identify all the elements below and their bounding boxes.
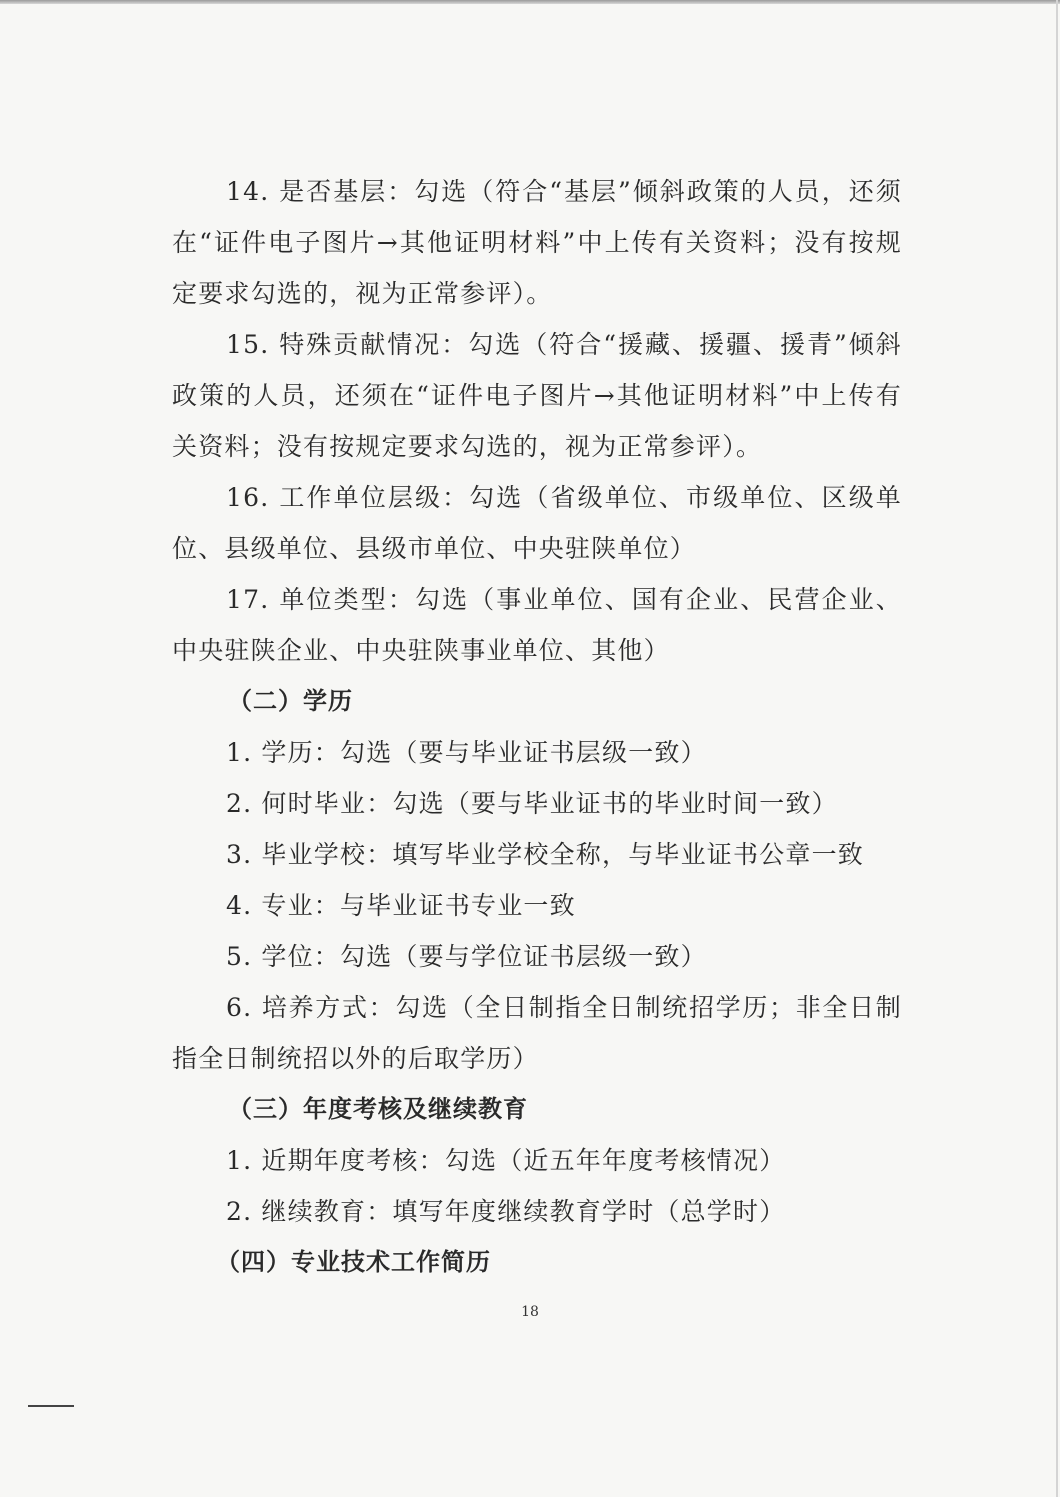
scan-top-edge xyxy=(0,0,1060,4)
document-body xyxy=(172,166,902,1288)
education-item-3: 3. 毕业学校：填写毕业学校全称，与毕业证书公章一致 xyxy=(226,840,865,869)
section-heading-assessment: （三）年度考核及继续教育 xyxy=(228,1095,528,1123)
assessment-item-1: 1. 近期年度考核：勾选（近五年年度考核情况） xyxy=(226,1146,786,1175)
assessment-item-2: 2. 继续教育：填写年度继续教育学时（总学时） xyxy=(226,1197,786,1226)
education-item-6: 6. 培养方式：勾选（全日制指全日制统招学历；非全日制指全日制统招以外的后取学历） xyxy=(172,993,902,1073)
scan-bottom-mark xyxy=(28,1405,74,1407)
item-14: 14. 是否基层：勾选（符合“基层”倾斜政策的人员，还须在“证件电子图片→其他证明材料”中上传有关资料；没有按规定要求勾选的，视为正常参评）。 xyxy=(172,177,902,308)
section-heading-work-history: （四）专业技术工作简历 xyxy=(216,1248,491,1276)
education-item-4: 4. 专业：与毕业证书专业一致 xyxy=(226,891,576,920)
education-item-2: 2. 何时毕业：勾选（要与毕业证书的毕业时间一致） xyxy=(226,789,838,818)
scan-right-edge xyxy=(1056,0,1058,1497)
page-number: 18 xyxy=(521,1304,539,1320)
item-16: 16. 工作单位层级：勾选（省级单位、市级单位、区级单位、县级单位、县级市单位、中央驻陕单位） xyxy=(172,483,902,563)
item-17: 17. 单位类型：勾选（事业单位、国有企业、民营企业、中央驻陕企业、中央驻陕事业单位、其他） xyxy=(172,585,902,665)
education-item-1: 1. 学历：勾选（要与毕业证书层级一致） xyxy=(226,738,707,767)
education-item-5: 5. 学位：勾选（要与学位证书层级一致） xyxy=(226,942,707,971)
section-heading-education: （二）学历 xyxy=(228,687,353,715)
item-15: 15. 特殊贡献情况：勾选（符合“援藏、援疆、援青”倾斜政策的人员，还须在“证件电子图片→其他证明材料”中上传有关资料；没有按规定要求勾选的，视为正常参评）。 xyxy=(172,330,902,461)
